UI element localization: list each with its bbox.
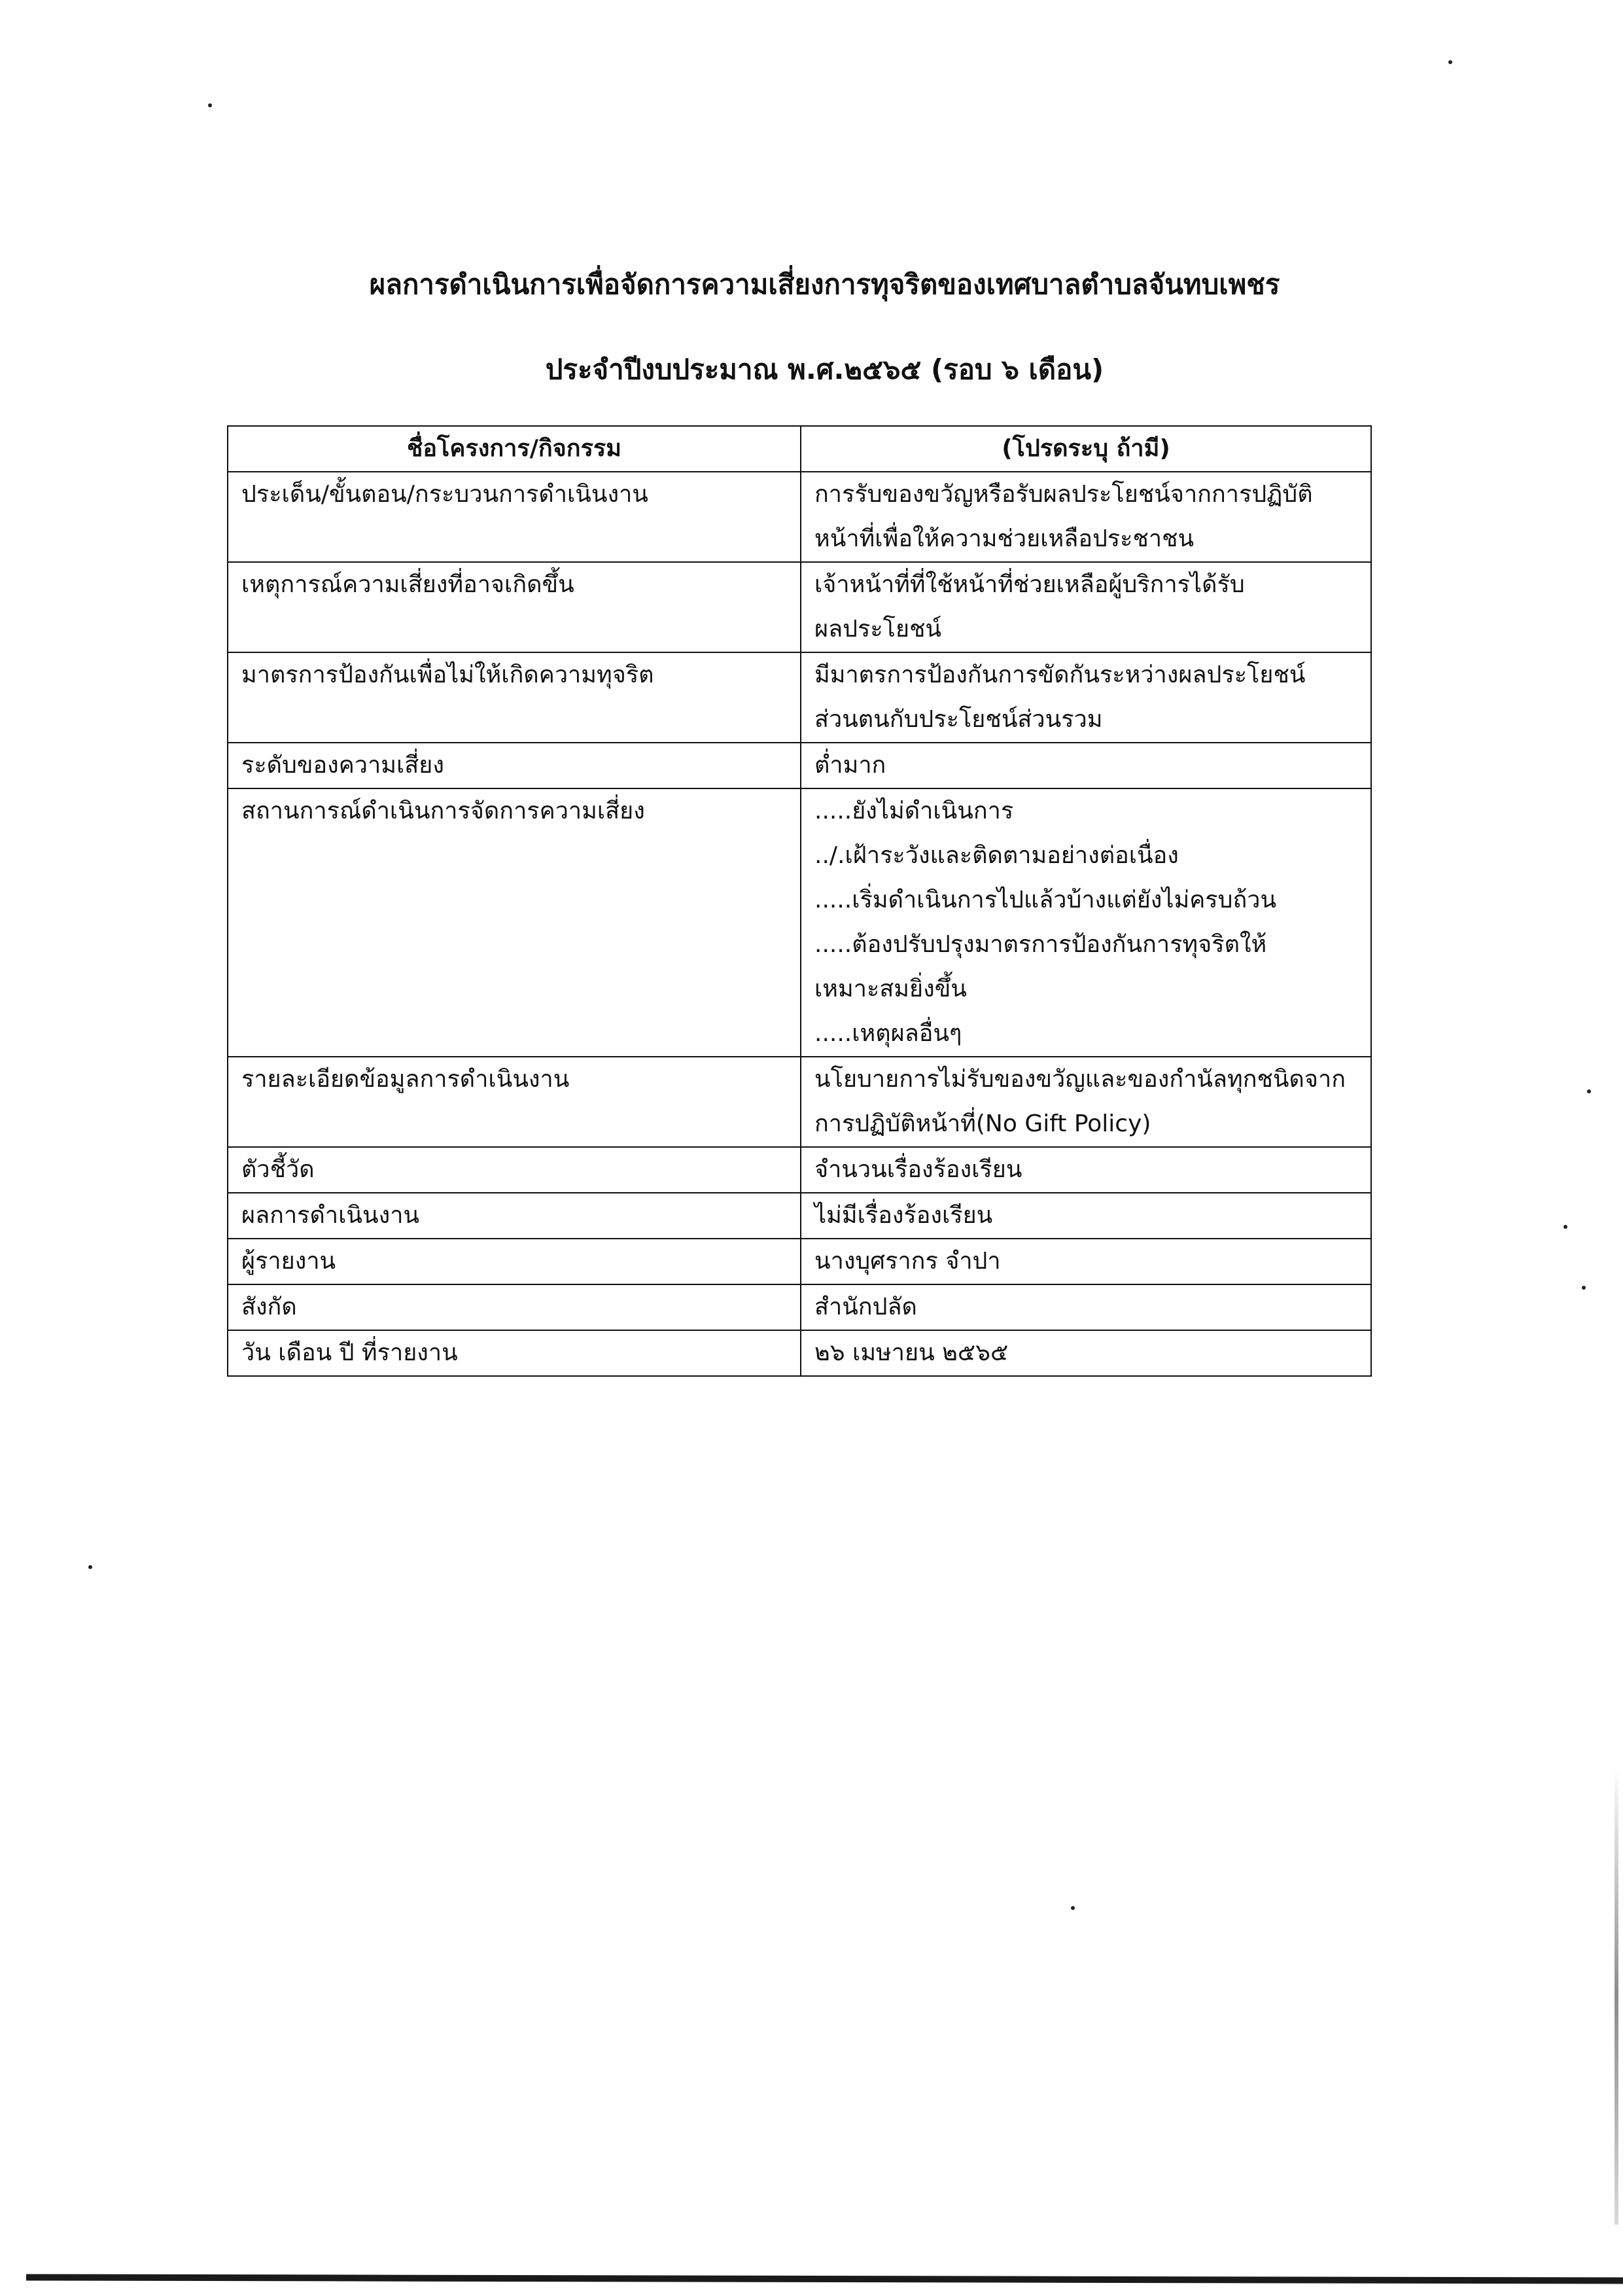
- row-value: [801, 562, 1371, 652]
- status-option-partial: .....เริ่มดำเนินการไปแล้วบ้างแต่ยังไม่ครบถ้วน: [814, 887, 1277, 913]
- row-value: [801, 472, 1371, 562]
- row-value: [801, 1284, 1371, 1330]
- table-row-indicator: [228, 1147, 1371, 1193]
- row-label: เหตุการณ์ความเสี่ยงที่อาจเกิดขึ้น: [228, 562, 801, 652]
- table-row-risk-level: [228, 743, 1371, 788]
- scan-speck: [1587, 1089, 1591, 1093]
- scan-speck: [208, 103, 212, 107]
- scan-edge-bottom: [26, 2274, 1623, 2284]
- risk-report-table: [227, 425, 1372, 1377]
- row-value: [801, 743, 1371, 788]
- row-label: รายละเอียดข้อมูลการดำเนินงาน: [228, 1057, 801, 1147]
- row-label: สังกัด: [228, 1284, 801, 1330]
- row-value-line: ไม่มีเรื่องร้องเรียน: [814, 1202, 993, 1229]
- row-label: ผู้รายงาน: [228, 1239, 801, 1284]
- row-value-line: เจ้าหน้าที่ที่ใช้หน้าที่ช่วยเหลือผู้บริการได้รับ: [814, 571, 1245, 598]
- row-value-line: มีมาตรการป้องกันการขัดกันระหว่างผลประโยชน์: [814, 662, 1306, 688]
- row-label: ตัวชี้วัด: [228, 1147, 801, 1193]
- table-row-result: [228, 1193, 1371, 1239]
- status-option-monitoring: ../.เฝ้าระวังและติดตามอย่างต่อเนื่อง: [814, 842, 1179, 869]
- header-project-name: ชื่อโครงการ/กิจกรรม: [228, 426, 801, 472]
- status-option-improve-cont: เหมาะสมยิ่งขึ้น: [814, 976, 967, 1002]
- row-value-line: สำนักปลัด: [814, 1294, 917, 1320]
- table-row-process: [228, 472, 1371, 562]
- row-value: [801, 1057, 1371, 1147]
- row-value-line: นางบุศรากร จำปา: [814, 1248, 1001, 1275]
- row-value: [801, 1330, 1371, 1376]
- table-row-affiliation: [228, 1284, 1371, 1330]
- document-title: ผลการดำเนินการเพื่อจัดการความเสี่ยงการทุจริตของเทศบาลตำบลจันทบเพชร: [369, 268, 1280, 300]
- row-value: [801, 652, 1371, 743]
- status-option-improve: .....ต้องปรับปรุงมาตรการป้องกันการทุจริตให้: [814, 931, 1267, 958]
- row-label: ผลการดำเนินงาน: [228, 1193, 801, 1239]
- row-value: [801, 1239, 1371, 1284]
- table-row-operation-details: [228, 1057, 1371, 1147]
- table-row-prevention: [228, 652, 1371, 743]
- table-header-row: [228, 426, 1371, 472]
- row-value-line: ผลประโยชน์: [814, 616, 942, 643]
- row-value-line: จำนวนเรื่องร้องเรียน: [814, 1156, 1022, 1183]
- row-value: [801, 788, 1371, 1057]
- row-label: ประเด็น/ขั้นตอน/กระบวนการดำเนินงาน: [228, 472, 801, 562]
- scan-speck: [1071, 1906, 1075, 1910]
- status-option-not-started: .....ยังไม่ดำเนินการ: [814, 798, 1014, 824]
- row-label: สถานการณ์ดำเนินการจัดการความเสี่ยง: [228, 788, 801, 1057]
- scan-speck: [1448, 60, 1452, 64]
- row-value: [801, 1193, 1371, 1239]
- table-row-status: [228, 788, 1371, 1057]
- row-label: มาตรการป้องกันเพื่อไม่ให้เกิดความทุจริต: [228, 652, 801, 743]
- scan-speck: [1582, 1286, 1586, 1290]
- row-value-line: หน้าที่เพื่อให้ความช่วยเหลือประชาชน: [814, 525, 1195, 552]
- row-value-line: การปฏิบัติหน้าที่(No Gift Policy): [814, 1110, 1151, 1137]
- table-row-reporter: [228, 1239, 1371, 1284]
- scan-speck: [1563, 1225, 1567, 1229]
- scan-edge-right: [1614, 1767, 1618, 2225]
- scan-speck: [88, 1565, 92, 1569]
- row-value-line: ๒๖ เมษายน ๒๕๖๕: [814, 1339, 1009, 1366]
- table-row-report-date: [228, 1330, 1371, 1376]
- table-row-risk-event: [228, 562, 1371, 652]
- row-label: ระดับของความเสี่ยง: [228, 743, 801, 788]
- row-value-line: การรับของขวัญหรือรับผลประโยชน์จากการปฏิบัติ: [814, 481, 1313, 508]
- status-option-other: .....เหตุผลอื่นๆ: [814, 1020, 962, 1047]
- row-value-line: นโยบายการไม่รับของขวัญและของกำนัลทุกชนิดจาก: [814, 1066, 1346, 1093]
- row-value-line: ต่ำมาก: [814, 752, 886, 779]
- document-subtitle: ประจำปีงบประมาณ พ.ศ.๒๕๖๕ (รอบ ๖ เดือน): [545, 353, 1104, 385]
- row-value: [801, 1147, 1371, 1193]
- header-details: (โปรดระบุ ถ้ามี): [801, 426, 1371, 472]
- row-label: วัน เดือน ปี ที่รายงาน: [228, 1330, 801, 1376]
- row-value-line: ส่วนตนกับประโยชน์ส่วนรวม: [814, 706, 1103, 733]
